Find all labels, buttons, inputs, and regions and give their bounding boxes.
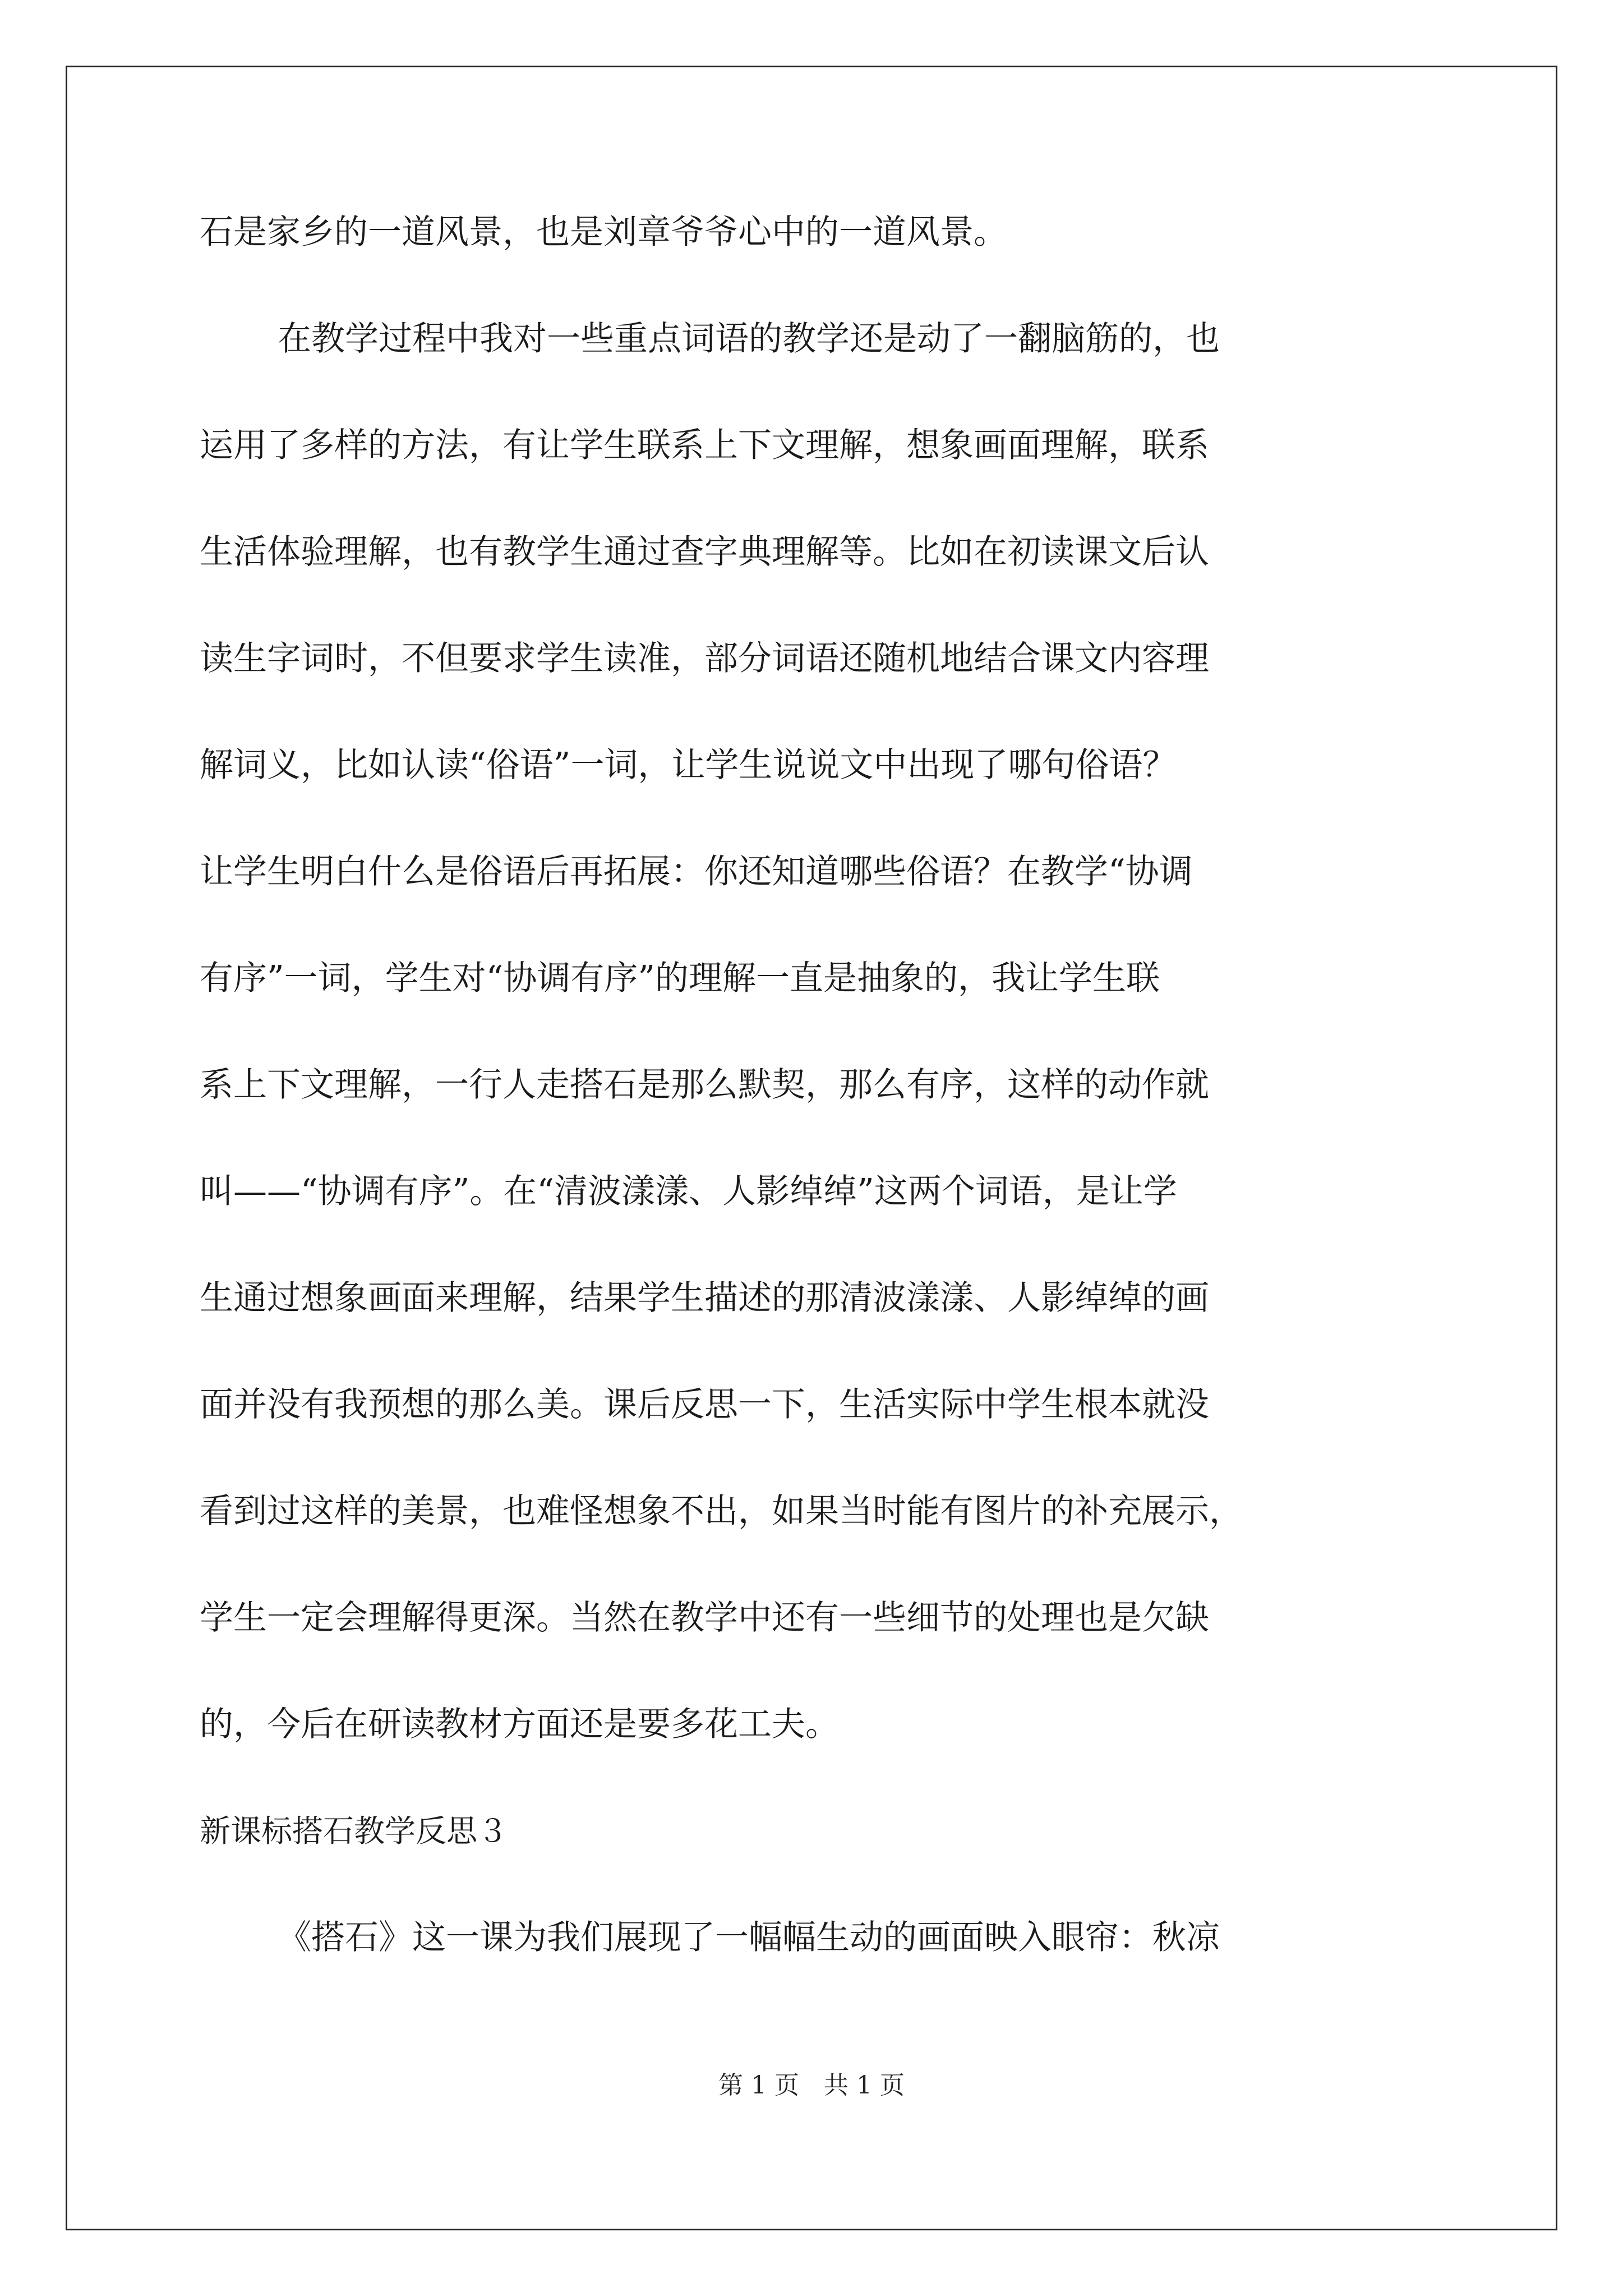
section-heading: 新课标搭石教学反思３: [200, 1813, 509, 1849]
page-number-footer: 第 1 页 共 1 页: [718, 2071, 905, 2100]
paragraph-line: 有序”一词，学生对“协调有序”的理解一直是抽象的，我让学生联: [200, 959, 1160, 998]
paragraph-line: 学生一定会理解得更深。当然在教学中还有一些细节的处理也是欠缺: [200, 1598, 1209, 1637]
paragraph-line: 《搭石》这一课为我们展现了一幅幅生动的画面映入眼帘：秋凉: [278, 1918, 1220, 1957]
paragraph-line: 生通过想象画面来理解，结果学生描述的那清波漾漾、人影绰绰的画: [200, 1278, 1209, 1318]
paragraph-line: 面并没有我预想的那么美。课后反思一下，生活实际中学生根本就没: [200, 1385, 1209, 1424]
paragraph-line: 生活体验理解，也有教学生通过查字典理解等。比如在初读课文后认: [200, 532, 1209, 572]
paragraph-line: 叫——“协调有序”。在“清波漾漾、人影绰绰”这两个词语，是让学: [200, 1172, 1177, 1211]
paragraph-line: 解词义，比如认读“俗语”一词，让学生说说文中出现了哪句俗语？: [200, 746, 1177, 785]
paragraph-line: 运用了多样的方法，有让学生联系上下文理解，想象画面理解，联系: [200, 426, 1209, 465]
paragraph-line: 让学生明白什么是俗语后再拓展：你还知道哪些俗语？在教学“协调: [200, 852, 1193, 891]
paragraph-line: 读生字词时，不但要求学生读准，部分词语还随机地结合课文内容理: [200, 639, 1209, 678]
document-body: [200, 212, 1433, 2024]
paragraph-line: 在教学过程中我对一些重点词语的教学还是动了一翻脑筋的，也: [278, 319, 1220, 358]
paragraph-line: 系上下文理解，一行人走搭石是那么默契，那么有序，这样的动作就: [200, 1065, 1209, 1105]
paragraph-line: 的，今后在研读教材方面还是要多花工夫。: [200, 1705, 839, 1744]
paragraph-line: 看到过这样的美景，也难怪想象不出，如果当时能有图片的补充展示，: [200, 1492, 1243, 1531]
paragraph-line: 石是家乡的一道风景，也是刘章爷爷心中的一道风景。: [200, 213, 1007, 252]
